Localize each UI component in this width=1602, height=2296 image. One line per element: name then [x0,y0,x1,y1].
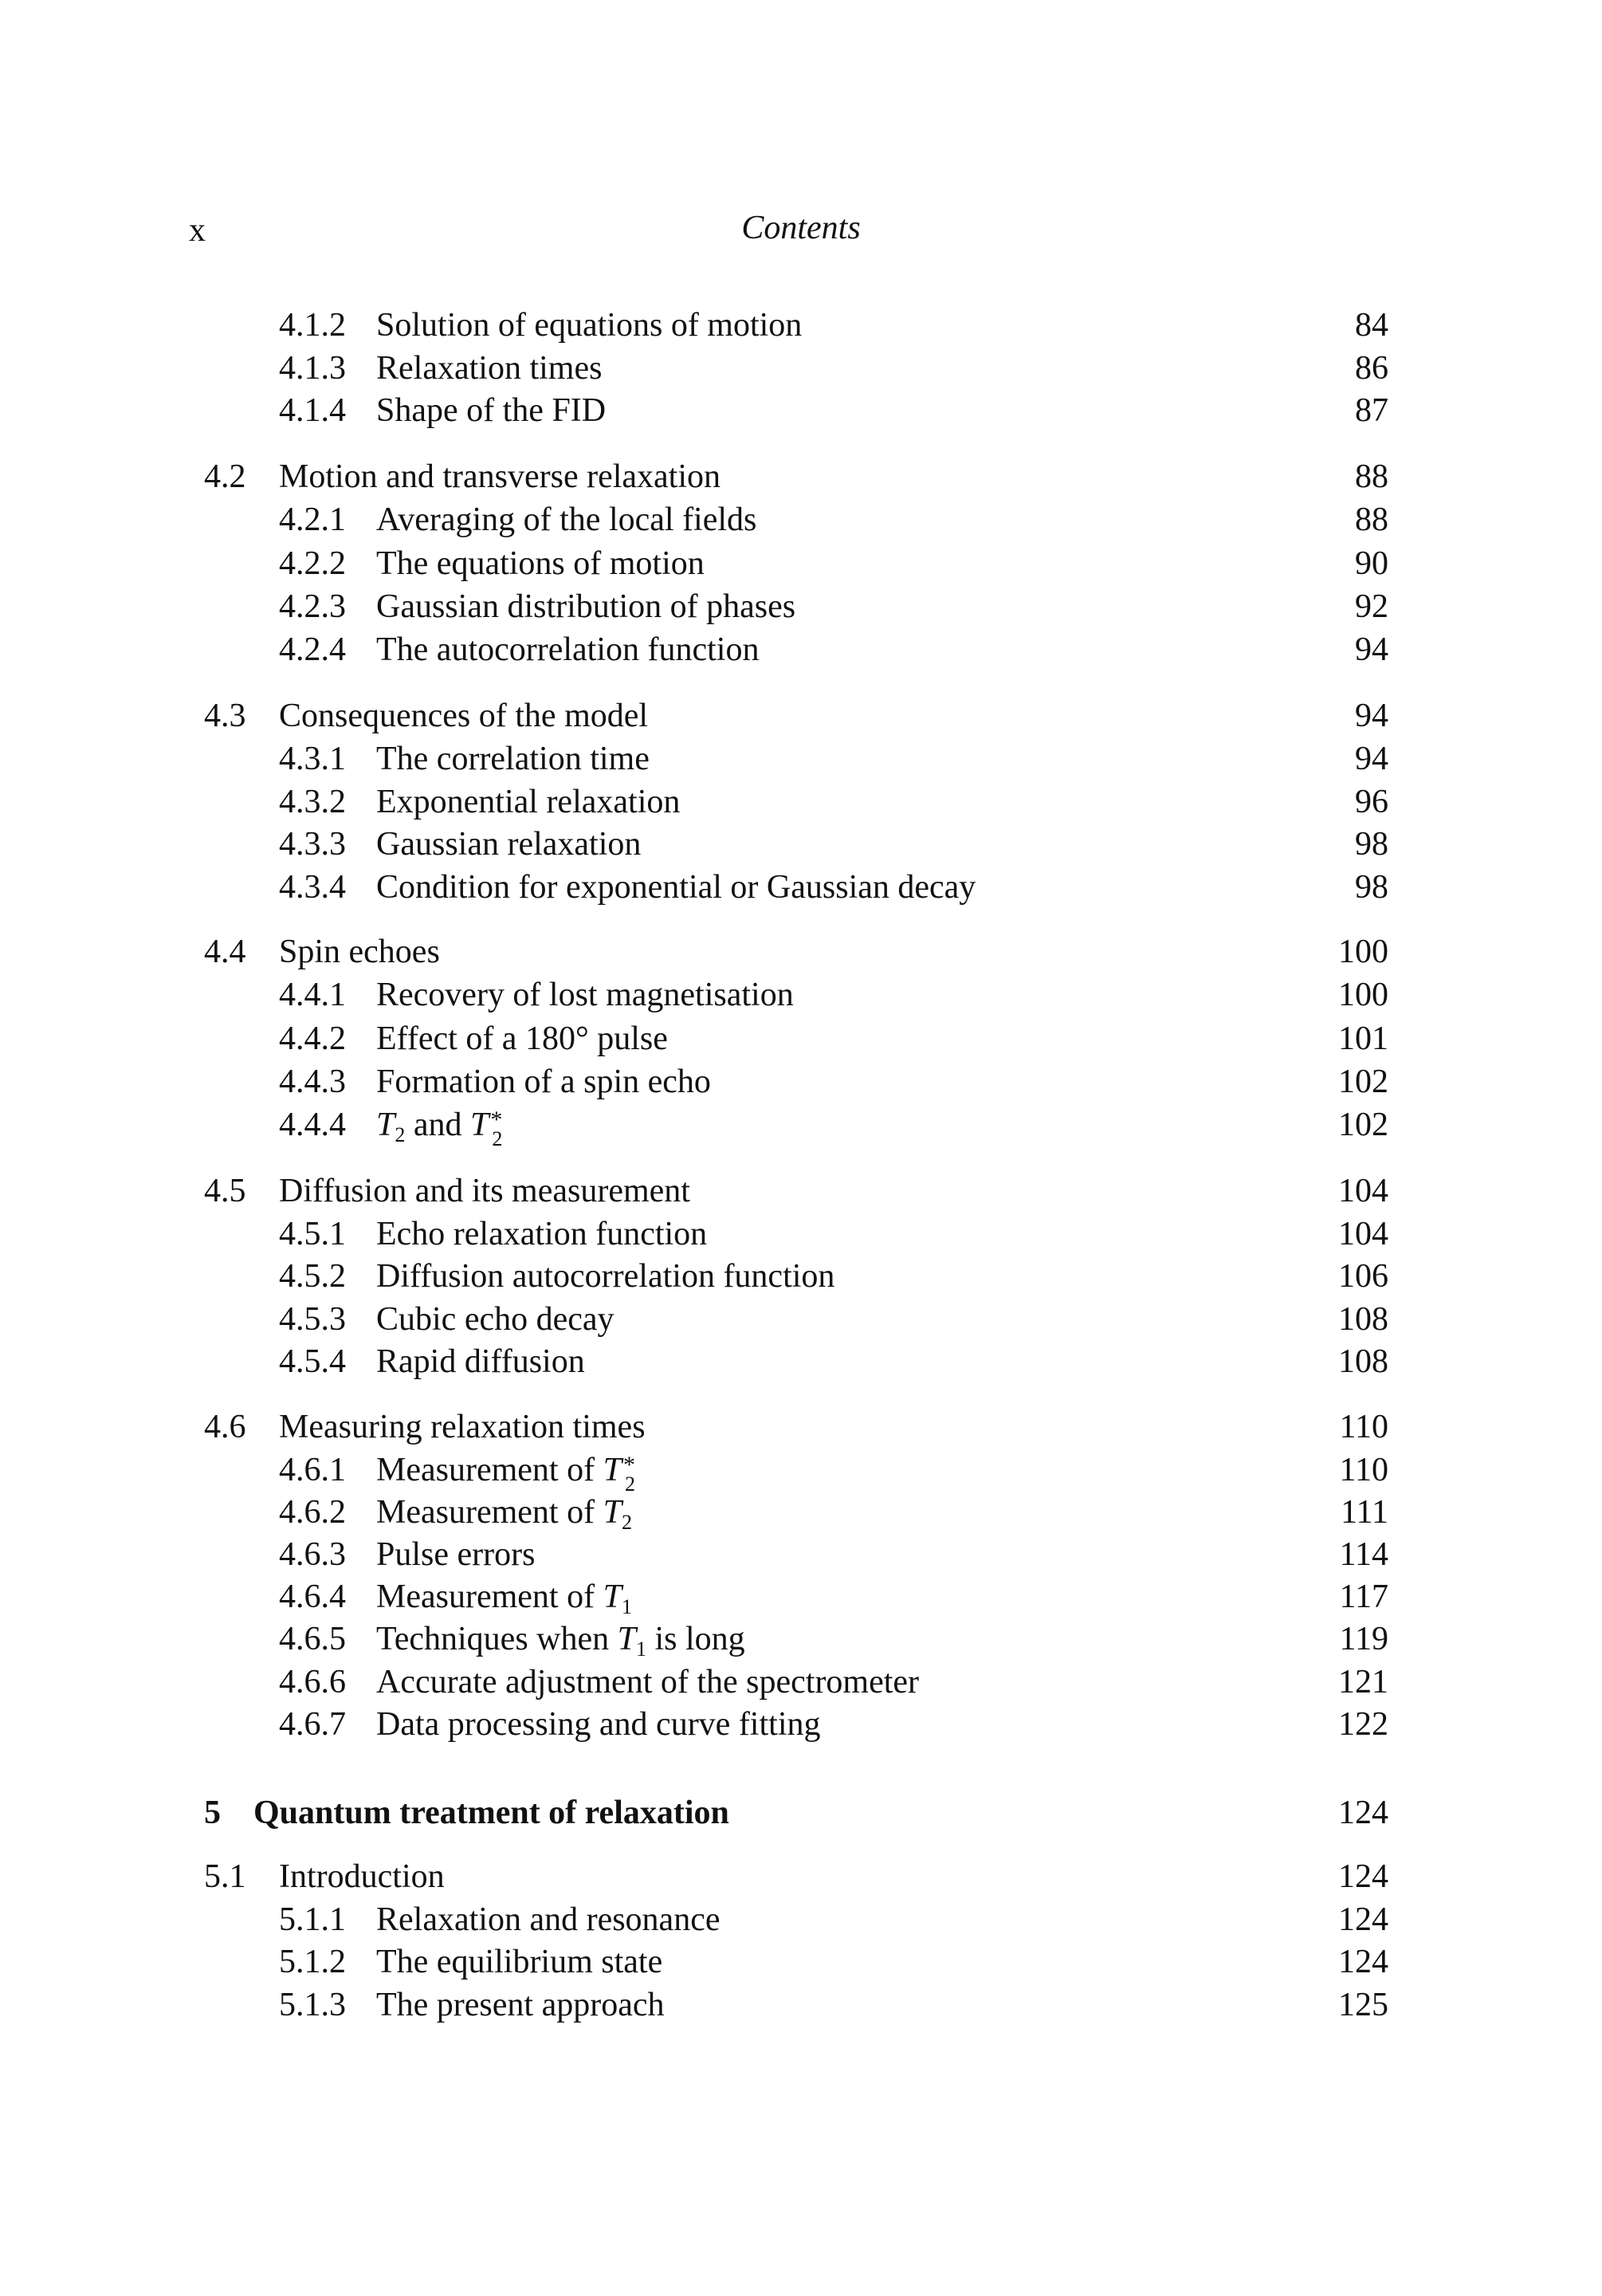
section-title: Introduction [279,1858,445,1895]
entry-title-text: and [405,1107,471,1143]
entry-title: The equations of motion [376,545,705,582]
toc-entry-4-6-7 [0,1702,1602,1747]
page-number: x [189,212,206,249]
toc-entry-4-1-2 [0,303,1602,348]
running-head: Contents [741,210,861,246]
entry-title-text: Measurement of [376,1494,603,1531]
entry-page: 102 [1338,1063,1388,1100]
toc-entry-4-3-4 [0,865,1602,910]
entry-page: 108 [1338,1343,1388,1380]
entry-number: 5.1.1 [279,1901,346,1938]
entry-title: Averaging of the local fields [376,501,757,538]
symbol-t: T [470,1107,489,1143]
toc-entry-5-1-2 [0,1940,1602,1984]
entry-number: 4.3.2 [279,784,346,820]
entry-page: 108 [1338,1301,1388,1338]
section-number: 4.3 [204,698,246,734]
entry-page: 94 [1355,631,1388,668]
entry-number: 4.6.4 [279,1578,346,1615]
entry-title: Effect of a 180° pulse [376,1020,668,1057]
entry-title: Relaxation and resonance [376,1901,721,1938]
entry-page: 87 [1355,392,1388,429]
chapter-number: 5 [204,1795,221,1831]
toc-section-4-6 [0,1405,1602,1449]
entry-page: 84 [1355,307,1388,344]
toc-entry-4-3-1 [0,737,1602,781]
toc-section-5-1 [0,1854,1602,1899]
entry-number: 4.2.2 [279,545,346,582]
entry-number: 4.5.3 [279,1301,346,1338]
entry-number: 4.2.3 [279,588,346,625]
toc-entry-4-6-4 [0,1575,1602,1619]
chapter-page: 124 [1338,1795,1388,1831]
toc-entry-4-6-3 [0,1532,1602,1577]
entry-number: 4.5.1 [279,1216,346,1252]
entry-number: 4.3.4 [279,869,346,906]
entry-number: 4.4.3 [279,1063,346,1100]
entry-title: Shape of the FID [376,392,607,429]
toc-entry-4-4-4 [0,1103,1602,1150]
section-number: 5.1 [204,1858,246,1895]
toc-entry-5-1-1 [0,1897,1602,1942]
entry-page: 98 [1355,826,1388,863]
entry-title: Cubic echo decay [376,1301,614,1338]
entry-number: 4.6.2 [279,1494,346,1531]
toc-entry-4-2-2 [0,541,1602,586]
symbol-t: T [376,1107,395,1143]
superscript-star: * [490,1107,503,1133]
entry-title: Gaussian relaxation [376,826,642,863]
entry-title-text: Techniques when [376,1621,618,1657]
symbol-t: T [603,1578,622,1615]
entry-title: Echo relaxation function [376,1216,708,1252]
entry-page: 121 [1338,1664,1388,1700]
toc-entry-4-1-4 [0,388,1602,433]
section-number: 4.4 [204,934,246,970]
entry-number: 4.5.4 [279,1343,346,1380]
entry-title: Rapid diffusion [376,1343,585,1380]
entry-title-text: is long [646,1621,745,1657]
symbol-t: T [603,1452,622,1488]
star-subscript [622,1448,639,1496]
entry-page: 124 [1338,1944,1388,1980]
entry-page: 100 [1338,977,1388,1013]
section-title: Spin echoes [279,934,440,970]
entry-title: Solution of equations of motion [376,307,803,344]
entry-number: 4.1.4 [279,392,346,429]
toc-chapter-5 [0,1791,1602,1835]
entry-title: Condition for exponential or Gaussian decay [376,869,976,906]
entry-page: 114 [1339,1536,1388,1573]
entry-title-text: Measurement of [376,1452,603,1488]
entry-page: 110 [1339,1452,1388,1488]
toc-entry-4-4-1 [0,973,1602,1017]
subscript: 2 [621,1511,632,1534]
toc-entry-4-1-3 [0,346,1602,391]
entry-page: 94 [1355,741,1388,777]
entry-number: 4.6.1 [279,1452,346,1488]
entry-number: 4.4.1 [279,977,346,1013]
section-number: 4.2 [204,458,246,495]
toc-entry-4-2-3 [0,584,1602,629]
entry-number: 4.1.2 [279,307,346,344]
entry-title: The present approach [376,1987,665,2023]
entry-number: 5.1.3 [279,1987,346,2023]
subscript: 2 [395,1123,406,1146]
symbol-t: T [617,1621,636,1657]
entry-page: 88 [1355,501,1388,538]
entry-number: 4.3.3 [279,826,346,863]
toc-entry-4-4-2 [0,1016,1602,1061]
toc-section-4-5 [0,1169,1602,1213]
toc-entry-4-6-1 [0,1448,1602,1496]
entry-title: Recovery of lost magnetisation [376,977,794,1013]
section-page: 124 [1338,1858,1388,1895]
entry-title [376,1103,506,1158]
toc-entry-4-3-2 [0,780,1602,824]
entry-page: 86 [1355,350,1388,387]
entry-number: 4.1.3 [279,350,346,387]
toc-entry-4-6-6 [0,1660,1602,1704]
entry-number: 4.6.6 [279,1664,346,1700]
entry-page: 98 [1355,869,1388,906]
toc-entry-4-5-1 [0,1212,1602,1256]
toc-section-4-4 [0,930,1602,974]
toc-entry-4-6-5 [0,1617,1602,1661]
star-subscript [489,1103,506,1150]
toc-entry-5-1-3 [0,1983,1602,2027]
entry-number: 4.2.4 [279,631,346,668]
section-title: Measuring relaxation times [279,1409,646,1445]
entry-page: 125 [1338,1987,1388,2023]
entry-page: 90 [1355,545,1388,582]
entry-page: 101 [1338,1020,1388,1057]
superscript-star: * [622,1452,635,1478]
toc-entry-4-6-2 [0,1490,1602,1535]
entry-number: 4.6.7 [279,1706,346,1743]
toc-entry-4-2-4 [0,627,1602,672]
section-page: 88 [1355,458,1388,495]
toc-entry-4-3-3 [0,822,1602,867]
entry-number: 4.4.2 [279,1020,346,1057]
entry-page: 122 [1338,1706,1388,1743]
entry-number: 4.3.1 [279,741,346,777]
entry-page: 92 [1355,588,1388,625]
toc-entry-4-5-3 [0,1297,1602,1342]
entry-title: The autocorrelation function [376,631,760,668]
symbol-t: T [603,1494,622,1531]
entry-number: 4.6.3 [279,1536,346,1573]
entry-number: 4.2.1 [279,501,346,538]
toc-section-4-3 [0,694,1602,738]
section-page: 110 [1339,1409,1388,1445]
entry-title: Gaussian distribution of phases [376,588,796,625]
entry-title: Accurate adjustment of the spectrometer [376,1664,920,1700]
subscript: 2 [492,1127,503,1150]
entry-title: Exponential relaxation [376,784,681,820]
entry-page: 104 [1338,1216,1388,1252]
section-title: Diffusion and its measurement [279,1173,690,1209]
entry-title: Relaxation times [376,350,603,387]
entry-number: 4.4.4 [279,1107,346,1143]
entry-number: 5.1.2 [279,1944,346,1980]
entry-page: 124 [1338,1901,1388,1938]
section-page: 104 [1338,1173,1388,1209]
entry-page: 102 [1338,1107,1388,1143]
toc-entry-4-2-1 [0,497,1602,542]
toc-entry-4-4-3 [0,1060,1602,1104]
entry-title-text: Measurement of [376,1578,603,1615]
entry-title: Formation of a spin echo [376,1063,711,1100]
entry-page: 119 [1339,1621,1388,1657]
entry-page: 117 [1339,1578,1388,1615]
entry-page: 111 [1341,1494,1388,1531]
entry-page: 106 [1338,1258,1388,1295]
section-number: 4.6 [204,1409,246,1445]
subscript: 2 [624,1472,635,1496]
section-page: 94 [1355,698,1388,734]
entry-number: 4.5.2 [279,1258,346,1295]
entry-title: Data processing and curve fitting [376,1706,821,1743]
entry-title: The equilibrium state [376,1944,663,1980]
entry-title: Pulse errors [376,1536,536,1573]
toc-section-4-2 [0,454,1602,499]
section-page: 100 [1338,934,1388,970]
section-title: Motion and transverse relaxation [279,458,721,495]
entry-title: Diffusion autocorrelation function [376,1258,835,1295]
toc-entry-4-5-4 [0,1339,1602,1384]
section-number: 4.5 [204,1173,246,1209]
toc-entry-4-5-2 [0,1254,1602,1299]
entry-page: 96 [1355,784,1388,820]
entry-title: The correlation time [376,741,650,777]
subscript: 1 [636,1637,646,1661]
subscript: 1 [621,1595,632,1618]
chapter-title: Quantum treatment of relaxation [253,1795,729,1831]
entry-title [376,1448,639,1496]
section-title: Consequences of the model [279,698,649,734]
entry-number: 4.6.5 [279,1621,346,1657]
